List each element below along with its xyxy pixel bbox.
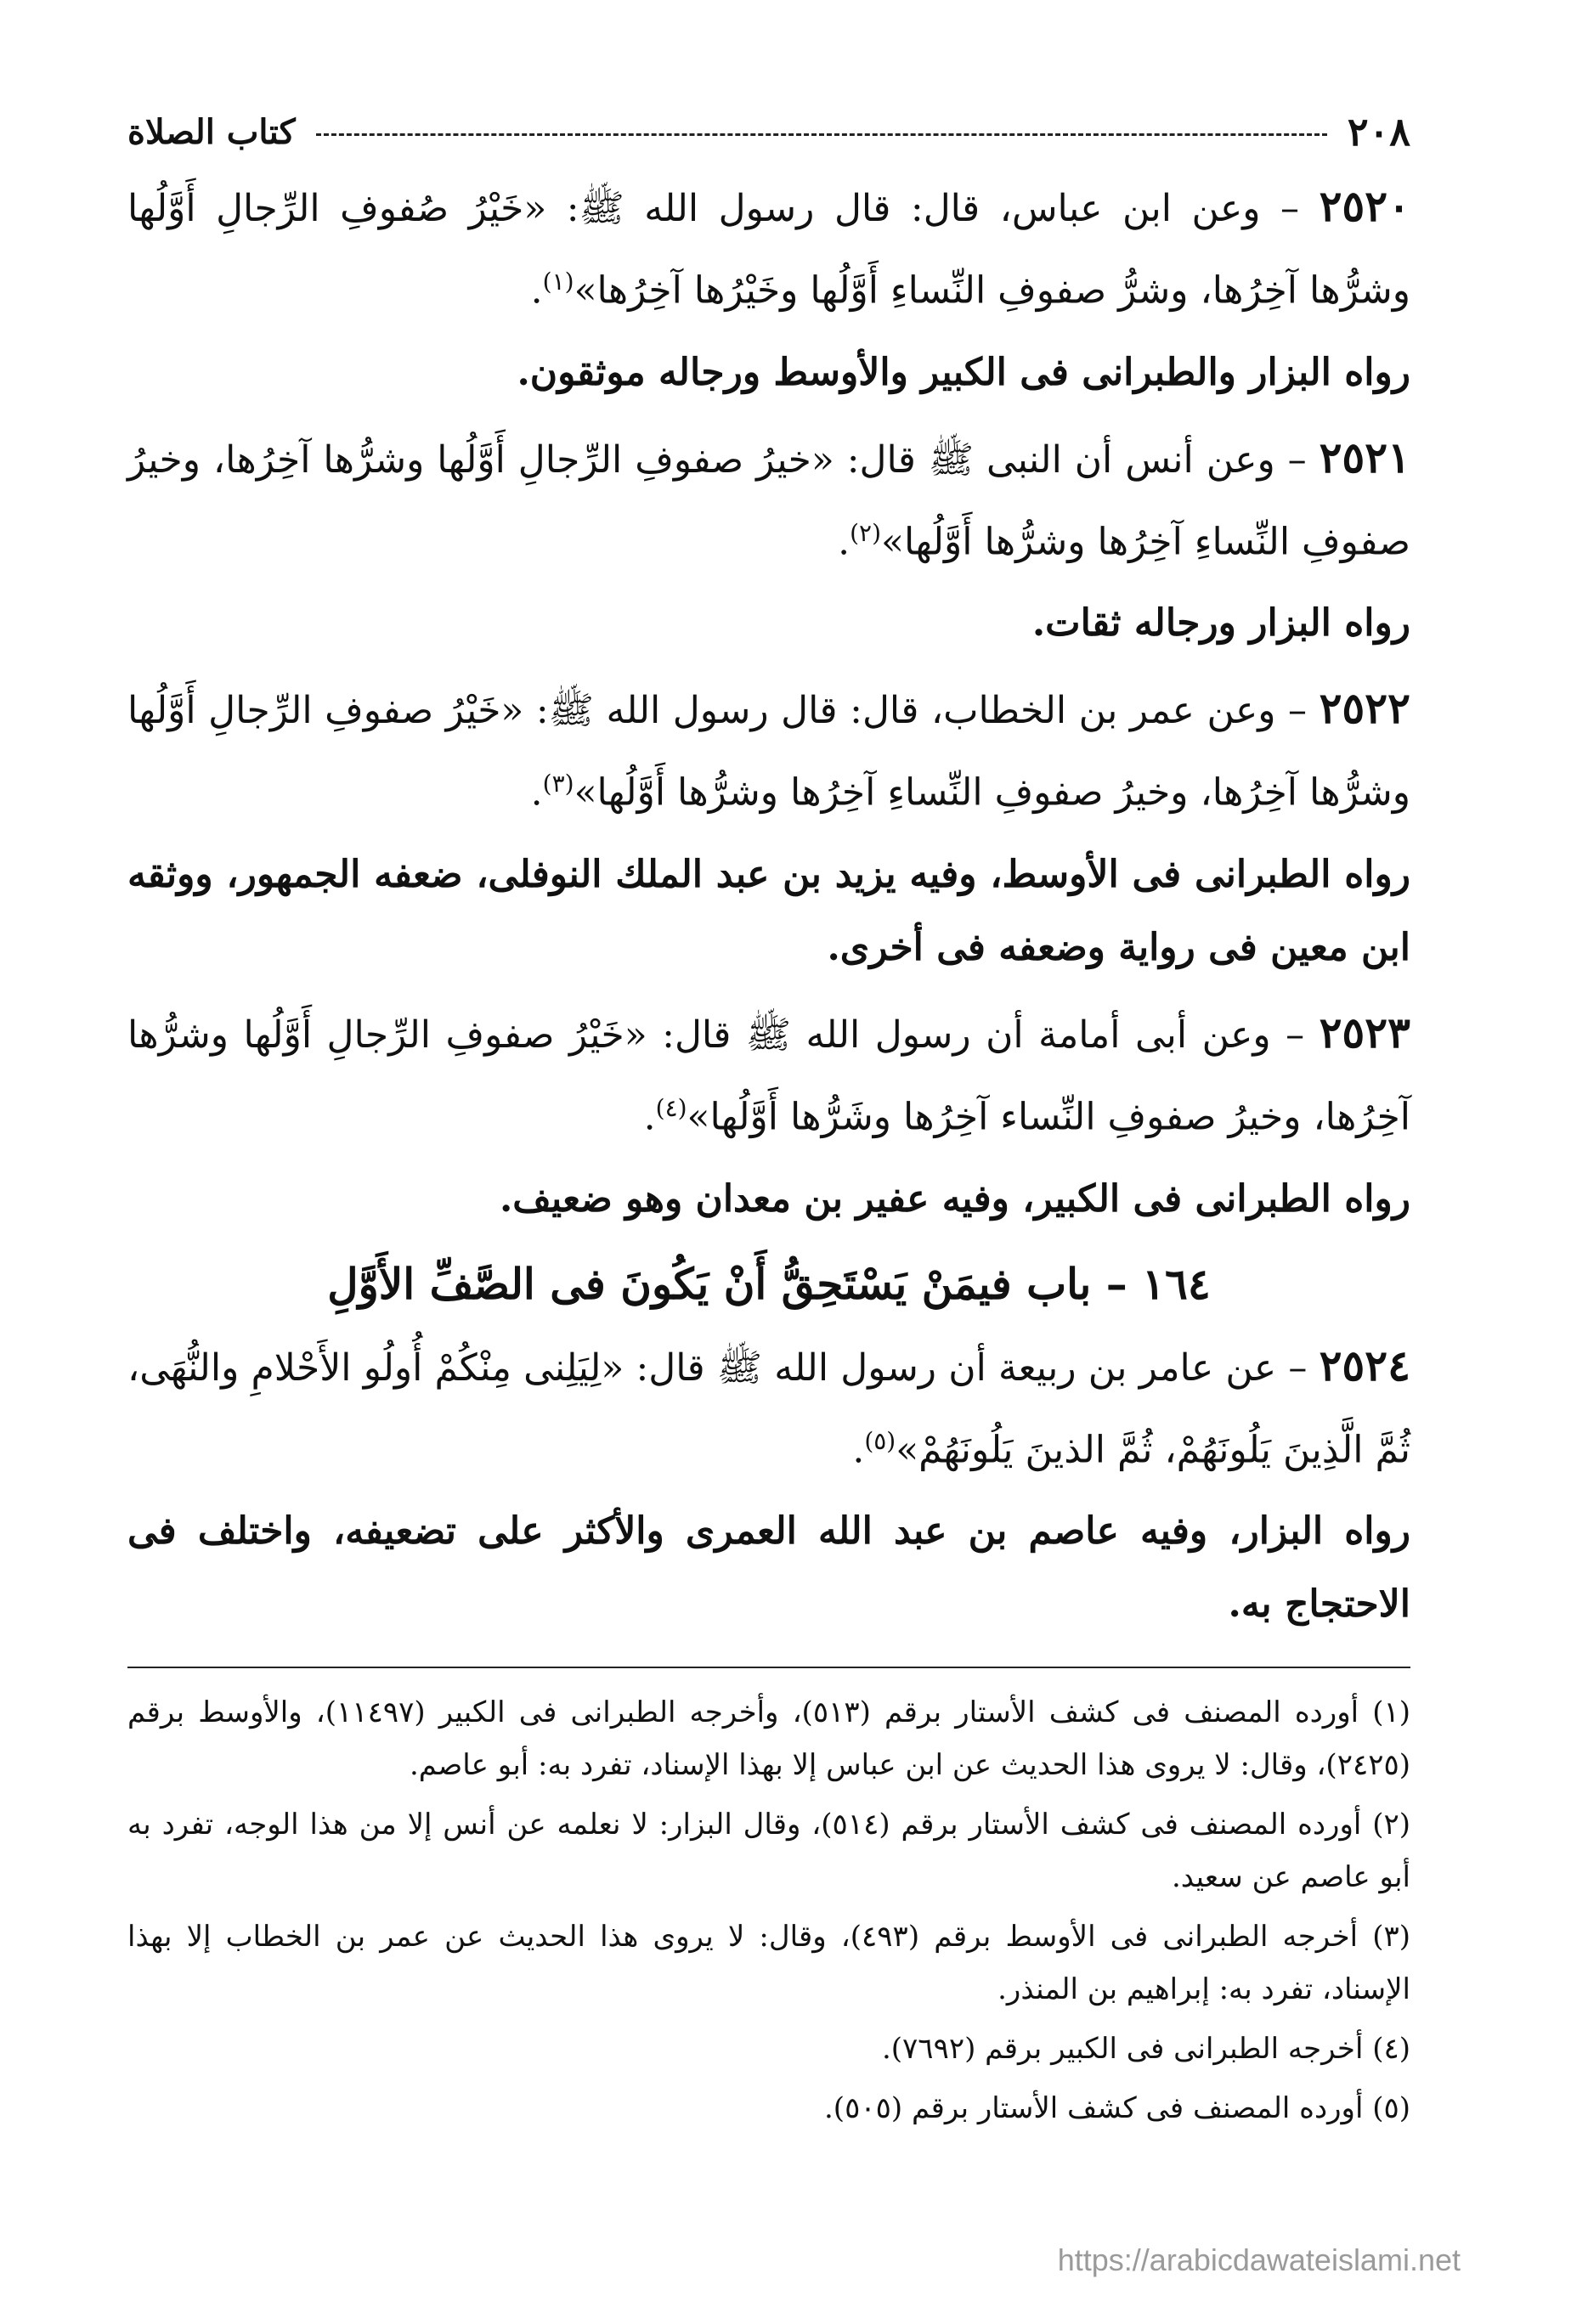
hadith-end: .: [530, 268, 543, 313]
footnote-3: (٣) أخرجه الطبرانى فى الأوسط برقم (٤٩٣)، وقال: لا يروى هذا الحديث عن عمر بن الخطاب إلا بهذا الإسناد، تفرد به: إبراهيم بن المنذر.: [127, 1920, 1410, 2006]
hadith-number: ٢٥٢٤: [1319, 1340, 1410, 1390]
hadith-2522: [127, 672, 1410, 830]
hadith-text: – وعن ابن عباس، قال: قال رسول الله ﷺ: «خَيْرُ صُفوفِ الرِّجالِ أَوَّلُها وشرُّها آخِرُها، وشرُّ صفوفِ النِّساءِ أَوَّلُها وخَيْرُها آخِرُها»: [127, 187, 1410, 313]
hadith-end: .: [852, 1428, 865, 1472]
footnote-4: (٤) أخرجه الطبرانى فى الكبير برقم (٧٦٩٢).: [881, 2032, 1410, 2066]
hadith-text: – وعن أنس أن النبى ﷺ قال: «خيرُ صفوفِ الرِّجالِ أَوَّلُها وشرُّها آخِرُها، وخيرُ صفوفِ النِّساءِ آخِرُها وشرُّها أَوَّلُها»: [127, 437, 1410, 564]
header-rule: [316, 133, 1327, 136]
watermark-url: https://arabicdawateislami.net: [1057, 2242, 1461, 2277]
footnote-marker: (١): [542, 268, 574, 296]
hadith-number: ٢٥٢٠: [1319, 181, 1410, 231]
hadith-number: ٢٥٢٣: [1319, 1007, 1410, 1058]
page-number: ٢٠٨: [1347, 109, 1410, 155]
footnotes: [127, 1686, 1410, 2141]
footnote-marker: (٣): [542, 770, 574, 798]
hadith-end: .: [838, 520, 851, 564]
footnote-marker: (٤): [655, 1093, 687, 1122]
hadith-2523: [127, 996, 1410, 1154]
book-title: كتاب الصلاة: [127, 111, 296, 152]
hadith-2521: [127, 421, 1410, 579]
footnote-5: (٥) أورده المصنف فى كشف الأستار برقم (٥٠٥).: [824, 2091, 1410, 2125]
narration-2524: رواه البزار، وفيه عاصم بن عبد الله العمرى والأكثر على تضعيفه، واختلف فى الاحتجاج به.: [127, 1509, 1410, 1627]
narration-2523: رواه الطبرانى فى الكبير، وفيه عفير بن معدان وهو ضعيف.: [499, 1176, 1410, 1221]
hadith-number: ٢٥٢٢: [1319, 683, 1410, 734]
hadith-2520: [127, 170, 1410, 328]
running-header: [127, 102, 1410, 161]
hadith-number: ٢٥٢١: [1319, 432, 1410, 482]
footnote-separator: [127, 1667, 1410, 1668]
hadith-end: .: [530, 770, 543, 815]
chapter-title: ١٦٤ – باب فيمَنْ يَسْتَحِقُّ أَنْ يَكُونَ فى الصَّفِّ الأَوَّلِ: [327, 1258, 1211, 1309]
narration-2521: رواه البزار ورجاله ثقات.: [1031, 601, 1410, 646]
footnote-1: (١) أورده المصنف فى كشف الأستار برقم (٥١٣)، وأخرجه الطبرانى فى الكبير (١١٤٩٧)، والأوسط برقم (٢٤٢٥)، وقال: لا يروى هذا الحديث عن ابن عباس إلا بهذا الإسناد، تفرد به: أبو عاصم.: [127, 1695, 1410, 1782]
footnote-marker: (٢): [850, 518, 882, 547]
footnote-marker: (٥): [864, 1426, 896, 1455]
hadith-end: .: [643, 1095, 656, 1139]
narration-2522: رواه الطبرانى فى الأوسط، وفيه يزيد بن عبد الملك النوفلى، ضعفه الجمهور، ووثقه ابن معين فى رواية وضعفه فى أخرى.: [127, 852, 1410, 969]
hadith-text: – وعن عمر بن الخطاب، قال: قال رسول الله ﷺ: «خَيْرُ صفوفِ الرِّجالِ أَوَّلُها وشرُّها آخِرُها، وخيرُ صفوفِ النِّساءِ آخِرُها وشرُّها أَوَّلُها»: [127, 689, 1410, 815]
main-text: [127, 170, 1410, 1653]
hadith-2524: [127, 1329, 1410, 1487]
hadith-text: – عن عامر بن ربيعة أن رسول الله ﷺ قال: «لِيَلِنى مِنْكُمْ أُولُو الأَحْلامِ والنُّهَى، ثُمَّ الَّذِينَ يَلُونَهُمْ، ثُمَّ الذينَ يَلُونَهُمْ»: [127, 1345, 1410, 1472]
narration-2520: رواه البزار والطبرانى فى الكبير والأوسط ورجاله موثقون.: [517, 350, 1410, 394]
footnote-2: (٢) أورده المصنف فى كشف الأستار برقم (٥١٤)، وقال البزار: لا نعلمه عن أنس إلا من هذا الوجه، تفرد به أبو عاصم عن سعيد.: [127, 1808, 1410, 1894]
hadith-text: – وعن أبى أمامة أن رسول الله ﷺ قال: «خَيْرُ صفوفِ الرِّجالِ أَوَّلُها وشرُّها آخِرُها، وخيرُ صفوفِ النِّساء آخِرُها وشَرُّها أَوَّلُها»: [127, 1013, 1410, 1139]
